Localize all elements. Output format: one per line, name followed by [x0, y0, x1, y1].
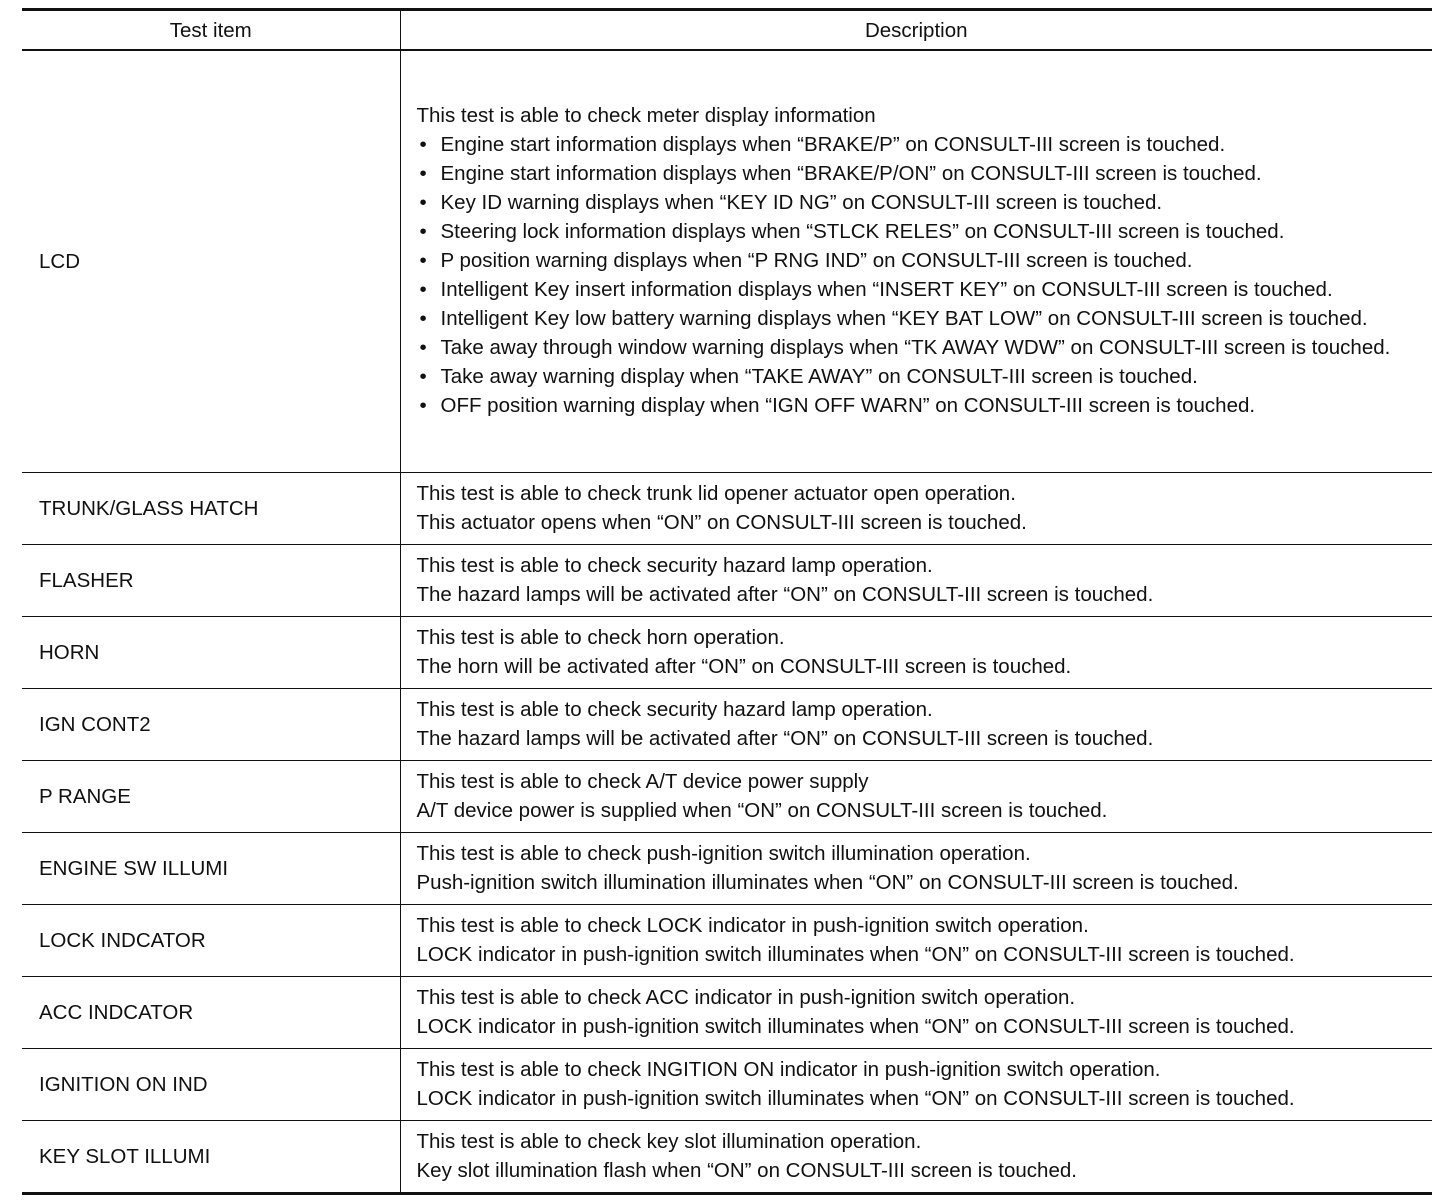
description-line: LOCK indicator in push-ignition switch illuminates when “ON” on CONSULT-III screen is touched.	[416, 942, 1295, 966]
bullet-dot-icon: •	[419, 307, 427, 331]
table-row	[22, 688, 1432, 760]
bullet-item	[417, 159, 1425, 188]
description-line: This test is able to check meter display information	[416, 104, 876, 128]
bullet-text: Engine start information displays when “BRAKE/P” on CONSULT-III screen is touched.	[440, 133, 1226, 157]
description-line: LOCK indicator in push-ignition switch illuminates when “ON” on CONSULT-III screen is touched.	[416, 1014, 1295, 1038]
test-item-cell: P RANGE	[22, 760, 400, 832]
test-item-cell: LCD	[22, 50, 400, 472]
description-line: The hazard lamps will be activated after “ON” on CONSULT-III screen is touched.	[416, 726, 1154, 750]
test-item-cell: IGN CONT2	[22, 688, 400, 760]
bullet-item	[417, 188, 1425, 217]
table-row	[22, 544, 1432, 616]
bullet-text: Take away through window warning displays when “TK AWAY WDW” on CONSULT-III screen is touched.	[440, 336, 1391, 360]
bullet-dot-icon: •	[419, 365, 427, 389]
description-cell	[400, 1120, 1432, 1193]
description-cell	[400, 832, 1432, 904]
description-cell	[400, 50, 1432, 472]
test-item-cell: TRUNK/GLASS HATCH	[22, 472, 400, 544]
test-item-cell: LOCK INDCATOR	[22, 904, 400, 976]
bullet-dot-icon: •	[419, 336, 427, 360]
header-row	[22, 10, 1432, 51]
table-row	[22, 760, 1432, 832]
bullet-item	[417, 333, 1425, 362]
description-line: This test is able to check key slot illumination operation.	[416, 1129, 922, 1153]
bullet-dot-icon: •	[419, 220, 427, 244]
description-line: This test is able to check LOCK indicator in push-ignition switch operation.	[416, 913, 1089, 937]
description-cell	[400, 976, 1432, 1048]
bullet-item	[417, 246, 1425, 275]
table-row	[22, 832, 1432, 904]
bullet-item	[417, 275, 1425, 304]
test-item-cell: ACC INDCATOR	[22, 976, 400, 1048]
description-cell	[400, 904, 1432, 976]
description-line: This actuator opens when “ON” on CONSULT-III screen is touched.	[416, 510, 1027, 534]
bullet-text: Steering lock information displays when “STLCK RELES” on CONSULT-III screen is touched.	[440, 220, 1285, 244]
description-line: This test is able to check push-ignition switch illumination operation.	[416, 841, 1031, 865]
description-cell	[400, 1048, 1432, 1120]
active-test-table	[22, 8, 1432, 1195]
table-row	[22, 1120, 1432, 1193]
bullet-text: Key ID warning displays when “KEY ID NG” on CONSULT-III screen is touched.	[440, 191, 1163, 215]
description-line: This test is able to check trunk lid opener actuator open operation.	[416, 481, 1016, 505]
description-cell	[400, 688, 1432, 760]
bullet-text: P position warning displays when “P RNG IND” on CONSULT-III screen is touched.	[440, 249, 1193, 273]
bullet-dot-icon: •	[419, 191, 427, 215]
table-row	[22, 904, 1432, 976]
description-line: A/T device power is supplied when “ON” on CONSULT-III screen is touched.	[416, 798, 1108, 822]
bullet-dot-icon: •	[419, 278, 427, 302]
description-cell	[400, 472, 1432, 544]
bullet-item	[417, 362, 1425, 391]
bullet-text: Intelligent Key low battery warning displays when “KEY BAT LOW” on CONSULT-III screen is touched.	[440, 307, 1368, 331]
bullet-item	[417, 304, 1425, 333]
bullet-item	[417, 130, 1425, 159]
bullet-list	[417, 130, 1425, 420]
bullet-text: OFF position warning display when “IGN OFF WARN” on CONSULT-III screen is touched.	[440, 394, 1256, 418]
bullet-item	[417, 391, 1425, 420]
description-line: This test is able to check INGITION ON indicator in push-ignition switch operation.	[416, 1057, 1161, 1081]
bullet-item	[417, 217, 1425, 246]
table-header	[22, 10, 1432, 51]
bullet-text: Engine start information displays when “BRAKE/P/ON” on CONSULT-III screen is touched.	[440, 162, 1262, 186]
description-cell	[400, 544, 1432, 616]
description-cell	[400, 760, 1432, 832]
description-line: This test is able to check security hazard lamp operation.	[416, 553, 933, 577]
test-item-cell: ENGINE SW ILLUMI	[22, 832, 400, 904]
table-row	[22, 616, 1432, 688]
description-line: This test is able to check ACC indicator in push-ignition switch operation.	[416, 985, 1076, 1009]
bullet-text: Intelligent Key insert information displays when “INSERT KEY” on CONSULT-III screen is touched.	[440, 278, 1333, 302]
test-item-cell: HORN	[22, 616, 400, 688]
test-item-cell: FLASHER	[22, 544, 400, 616]
bullet-dot-icon: •	[419, 249, 427, 273]
header-description: Description	[864, 18, 968, 42]
description-line: LOCK indicator in push-ignition switch illuminates when “ON” on CONSULT-III screen is touched.	[416, 1086, 1295, 1110]
table-row	[22, 50, 1432, 472]
description-line: This test is able to check A/T device power supply	[416, 769, 869, 793]
bullet-text: Take away warning display when “TAKE AWAY” on CONSULT-III screen is touched.	[440, 365, 1198, 389]
test-item-cell: IGNITION ON IND	[22, 1048, 400, 1120]
header-test-item: Test item	[22, 10, 400, 51]
description-line: This test is able to check horn operation.	[416, 625, 785, 649]
table-row	[22, 1048, 1432, 1120]
description-line: Key slot illumination flash when “ON” on CONSULT-III screen is touched.	[416, 1158, 1077, 1182]
description-line: This test is able to check security hazard lamp operation.	[416, 697, 933, 721]
bullet-dot-icon: •	[419, 162, 427, 186]
bullet-dot-icon: •	[419, 394, 427, 418]
table-row	[22, 472, 1432, 544]
description-line: The horn will be activated after “ON” on CONSULT-III screen is touched.	[416, 654, 1072, 678]
table-body	[22, 50, 1432, 1193]
description-line: The hazard lamps will be activated after “ON” on CONSULT-III screen is touched.	[416, 582, 1154, 606]
test-item-cell: KEY SLOT ILLUMI	[22, 1120, 400, 1193]
description-cell	[400, 616, 1432, 688]
bullet-dot-icon: •	[419, 133, 427, 157]
table-row	[22, 976, 1432, 1048]
description-line: Push-ignition switch illumination illuminates when “ON” on CONSULT-III screen is touched.	[416, 870, 1239, 894]
